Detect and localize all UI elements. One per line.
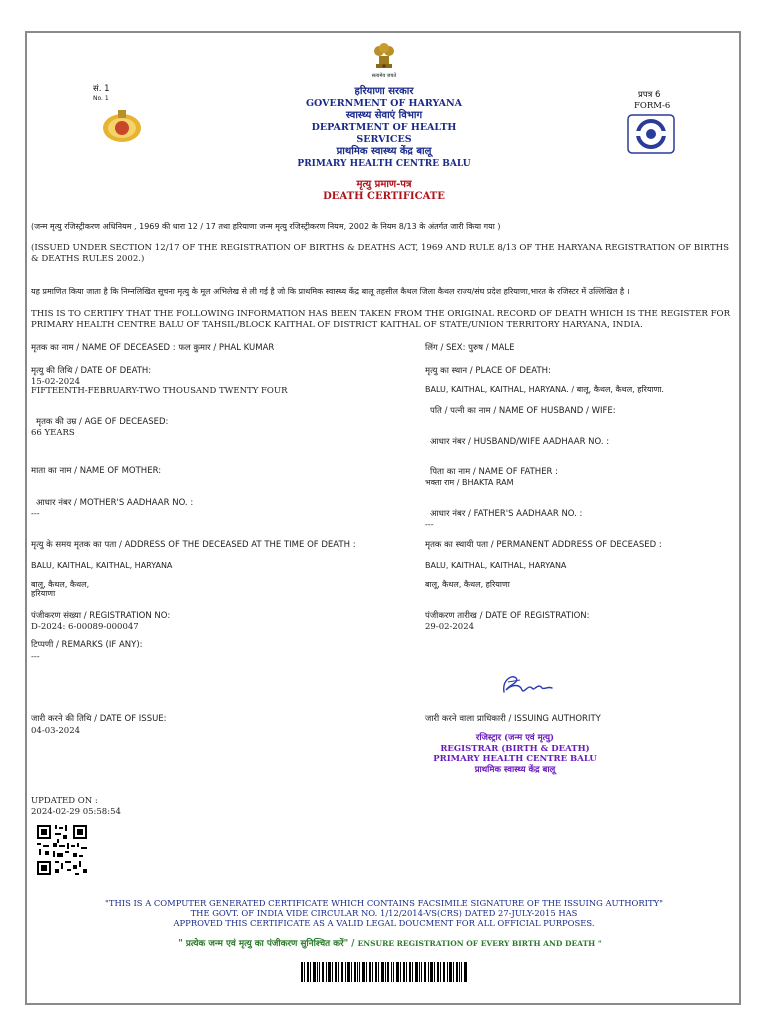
- registration-number-value: D-2024: 6-00089-000047: [31, 622, 139, 632]
- permanent-address-line1: BALU, KAITHAL, KAITHAL, HARYANA: [425, 561, 567, 570]
- age-value: 66 YEARS: [31, 428, 75, 438]
- registration-date-label: पंजीकरण तारीख / DATE OF REGISTRATION:: [425, 611, 590, 621]
- haryana-seal-icon: [100, 108, 144, 144]
- date-of-issue-label: जारी करने की तिथि / DATE OF ISSUE:: [31, 714, 167, 724]
- footer-line3: APPROVED THIS CERTIFICATE AS A VALID LEGAL DOUCMENT FOR ALL OFFICIAL PURPOSES.: [173, 918, 595, 928]
- certificate-title-en: DEATH CERTIFICATE: [323, 191, 445, 202]
- serial-number-en: No. 1: [93, 95, 109, 102]
- centre-name-en: PRIMARY HEALTH CENTRE BALU: [297, 159, 471, 169]
- address-line2: बालू, कैथल, कैथल,: [31, 580, 90, 589]
- qr-code: [35, 823, 89, 877]
- spouse-aadhaar-label: आधार नंबर / HUSBAND/WIFE AADHAAR NO. :: [430, 437, 610, 447]
- footer-line1: "THIS IS A COMPUTER GENERATED CERTIFICATE WHICH CONTAINS FACSIMILE SIGNATURE OF THE ISSUING AUTHORITY": [105, 898, 663, 908]
- slogan-en: ENSURE REGISTRATION OF EVERY BIRTH AND DEATH ": [357, 939, 602, 948]
- footer-line2: THE GOVT. OF INDIA VIDE CIRCULAR NO. 1/12/2014-VS(CRS) DATED 27-JULY-2015 HAS: [190, 908, 578, 918]
- emblem-caption: सत्यमेव जयते: [371, 73, 397, 79]
- certificate-border: [25, 31, 741, 1005]
- deceased-name-label: मृतक का नाम / NAME OF DECEASED : फल कुमार / PHAL KUMAR: [31, 343, 275, 353]
- registration-number-label: पंजीकरण संख्या / REGISTRATION NO:: [31, 611, 171, 621]
- updated-on-label: UPDATED ON :: [31, 796, 98, 806]
- age-label: मृतक की उम्र / AGE OF DECEASED:: [36, 417, 169, 427]
- registrar-title-hi: रजिस्ट्रार (जन्म एवं मृत्यु): [475, 733, 555, 743]
- sex-label: लिंग / SEX: पुरुष / MALE: [425, 343, 515, 353]
- form-number-hi: प्रपत्र 6: [638, 90, 661, 100]
- mother-aadhaar-value: ---: [31, 509, 40, 519]
- certify-text-hi: यह प्रमाणित किया जाता है कि निम्नलिखित सूचना मृत्यु के मूल अभिलेख से ली गई है जो कि प्राथमिक स्वास्थ्य केंद्र बालू तहसील कैथल जिला कैथल राज्य/संघ प्रदेश हरियाणा,भारत के रजिस्टर में उल्लिखित है ।: [31, 287, 630, 296]
- issued-under-hi: (जन्म मृत्यु रजिस्ट्रीकरण अधिनियम , 1969 की धारा 12 / 17 तथा हरियाणा जन्म मृत्यु रजिस्ट्रीकरण नियम, 2002 के नियम 8/13 के अंतर्गत जारी किया गया ): [31, 222, 501, 231]
- department-name-en: DEPARTMENT OF HEALTH SERVICES: [311, 122, 457, 145]
- barcode: [301, 962, 467, 982]
- permanent-address-label: मृतक का स्थायी पता / PERMANENT ADDRESS OF DECEASED :: [425, 540, 662, 550]
- father-name-label: पिता का नाम / NAME OF FATHER :: [430, 467, 559, 477]
- registrar-centre-en: PRIMARY HEALTH CENTRE BALU: [433, 754, 597, 764]
- father-name-value: भक्ता राम / BHAKTA RAM: [425, 478, 514, 487]
- remarks-label: टिप्पणी / REMARKS (IF ANY):: [31, 640, 143, 650]
- mother-name-label: माता का नाम / NAME OF MOTHER:: [31, 466, 162, 476]
- address-line1: BALU, KAITHAL, KAITHAL, HARYANA: [31, 561, 173, 570]
- permanent-address-line2: बालू, कैथल, कैथल, हरियाणा: [425, 580, 510, 589]
- certify-text-en: THIS IS TO CERTIFY THAT THE FOLLOWING INFORMATION HAS BEEN TAKEN FROM THE ORIGINAL RECORD OF DEATH WHICH IS THE REGISTER FOR PRIMARY HEALTH CENTRE BALU OF TAHSIL/BLOCK KAITHAL OF DISTRICT KAITHAL OF STATE/UNION TERRITORY HARYANA, INDIA.: [31, 309, 731, 330]
- husband-wife-label: पति / पत्नी का नाम / NAME OF HUSBAND / WIFE:: [430, 406, 616, 416]
- father-aadhaar-label: आधार नंबर / FATHER'S AADHAAR NO. :: [430, 509, 583, 519]
- serial-number-hi: सं. 1: [93, 84, 110, 94]
- registrar-signature: [498, 670, 554, 700]
- registrar-title-en: REGISTRAR (BIRTH & DEATH): [440, 743, 590, 754]
- mother-aadhaar-label: आधार नंबर / MOTHER'S AADHAAR NO. :: [36, 498, 194, 508]
- national-emblem-icon: [370, 42, 398, 72]
- father-aadhaar-value: ---: [425, 520, 434, 530]
- state-name-en: GOVERNMENT OF HARYANA: [305, 98, 463, 109]
- date-of-death-value: 15-02-2024: [31, 377, 81, 387]
- slogan-hi: " प्रत्येक जन्म एवं मृत्यु का पंजीकरण सुनिश्चित करें" /: [178, 939, 355, 949]
- certificate-title-hi: मृत्यु प्रमाण-पत्र: [356, 179, 412, 190]
- address-label: मृत्यु के समय मृतक का पता / ADDRESS OF THE DECEASED AT THE TIME OF DEATH :: [31, 540, 356, 550]
- issuing-authority-label: जारी करने वाला प्राधिकारी / ISSUING AUTHORITY: [425, 714, 601, 724]
- form-number-en: FORM-6: [634, 101, 671, 111]
- crs-logo-icon: [627, 114, 675, 154]
- place-of-death-label: मृत्यु का स्थान / PLACE OF DEATH:: [425, 366, 551, 376]
- updated-on-value: 2024-02-29 05:58:54: [31, 807, 121, 817]
- date-of-issue-value: 04-03-2024: [31, 726, 81, 736]
- place-of-death-value: BALU, KAITHAL, KAITHAL, HARYANA. / बालू, कैथल, कैथल, हरियाणा.: [425, 385, 664, 394]
- issued-under-en: (ISSUED UNDER SECTION 12/17 OF THE REGISTRATION OF BIRTHS & DEATHS ACT, 1969 AND RULE 8/13 OF THE HARYANA REGISTRATION OF BIRTHS & DEATHS RULES 2002.): [31, 243, 730, 264]
- remarks-value: ---: [31, 652, 40, 662]
- centre-name-hi: प्राथमिक स्वास्थ्य केंद्र बालू: [336, 146, 432, 157]
- address-line3: हरियाणा: [31, 589, 56, 598]
- state-name-hi: हरियाणा सरकार: [354, 86, 414, 97]
- registration-date-value: 29-02-2024: [425, 622, 475, 632]
- department-name-hi: स्वास्थ्य सेवाएं विभाग: [345, 110, 423, 121]
- registrar-centre-hi: प्राथमिक स्वास्थ्य केंद्र बालू: [474, 764, 556, 775]
- date-of-death-label: मृत्यु की तिथि / DATE OF DEATH:: [31, 366, 152, 376]
- date-of-death-words: FIFTEENTH-FEBRUARY-TWO THOUSAND TWENTY FOUR: [31, 386, 288, 396]
